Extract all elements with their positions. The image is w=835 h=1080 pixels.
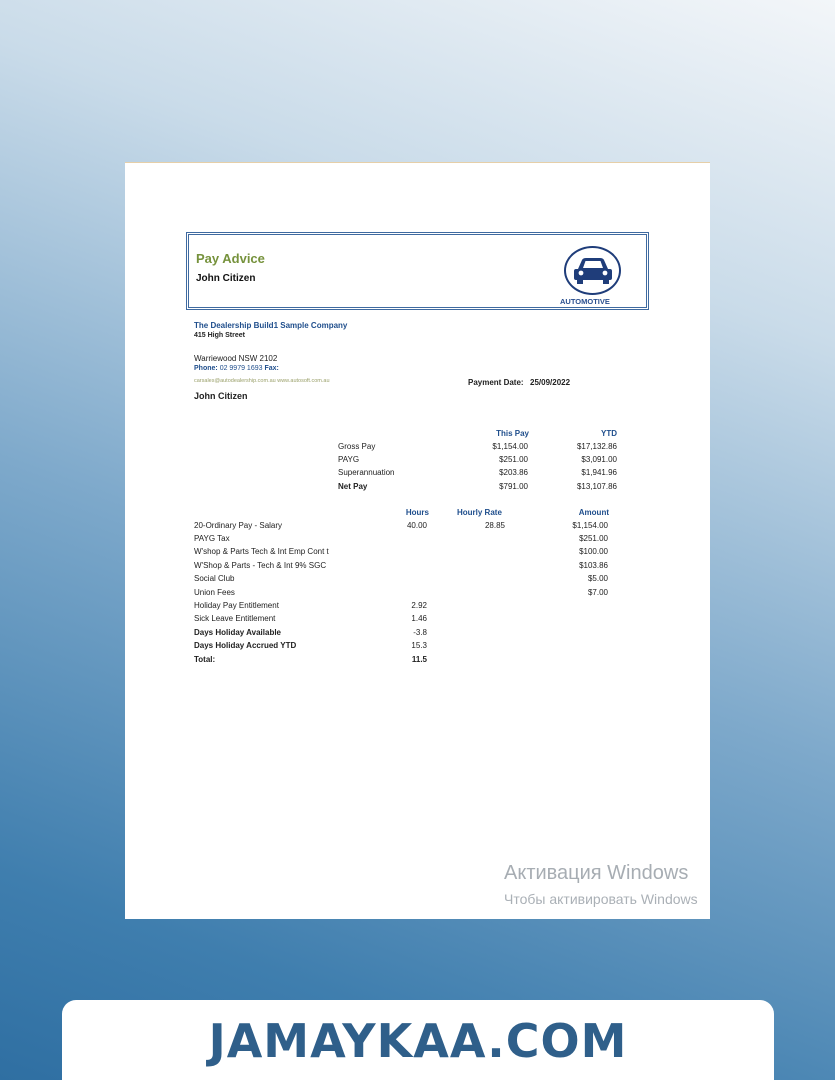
- details-header-hours: Hours: [405, 508, 429, 517]
- detail-row-hours: 15.3: [411, 641, 427, 650]
- summary-row-ytd: $3,091.00: [581, 455, 617, 464]
- site-banner: [62, 1000, 774, 1080]
- detail-row-amount: $5.00: [587, 574, 608, 583]
- detail-row-label: Holiday Pay Entitlement: [194, 601, 279, 610]
- detail-row-label: 20-Ordinary Pay - Salary: [194, 521, 283, 530]
- detail-row-hours: 1.46: [411, 614, 427, 623]
- detail-row-amount: $251.00: [579, 534, 608, 543]
- details-header-amount: Amount: [578, 508, 609, 517]
- windows-activation-hint: Чтобы активировать Windows: [504, 891, 698, 907]
- summary-row-this-pay: $251.00: [499, 455, 528, 464]
- detail-row-hours: 40.00: [406, 521, 427, 530]
- company-web: carsales@autodealership.com.au www.autosoft.com.au: [194, 378, 330, 384]
- detail-row-label: Days Holiday Accrued YTD: [194, 641, 297, 650]
- detail-row-label: PAYG Tax: [194, 534, 230, 543]
- phone-number: 02 9979 1693: [219, 365, 263, 372]
- detail-row-amount: $1,154.00: [572, 521, 608, 530]
- detail-row-rate: 28.85: [484, 521, 505, 530]
- document-title: Pay Advice: [196, 251, 265, 266]
- summary-header-this-pay: This Pay: [496, 429, 529, 438]
- detail-row-hours: -3.8: [413, 628, 427, 637]
- detail-row-total-hours: 11.5: [411, 655, 427, 664]
- summary-row-ytd: $13,107.86: [576, 482, 617, 491]
- summary-header-ytd: YTD: [601, 429, 617, 438]
- detail-row-total-label: Total:: [194, 655, 216, 664]
- payment-date: 25/09/2022: [530, 378, 571, 387]
- phone-label: Phone:: [194, 365, 218, 372]
- summary-row-label: Superannuation: [338, 468, 395, 477]
- summary-row-this-pay: $1,154.00: [492, 442, 528, 451]
- details-header-rate: Hourly Rate: [457, 508, 502, 517]
- logo-text: AUTOMOTIVE: [560, 297, 610, 306]
- company-suburb: Warriewood NSW 2102: [194, 354, 278, 363]
- company-name: The Dealership Build1 Sample Company: [194, 321, 348, 330]
- header-box: [186, 232, 649, 310]
- detail-row-amount: $7.00: [587, 588, 608, 597]
- detail-row-label: Union Fees: [194, 588, 235, 597]
- banner-text: JAMAYKAA.COM: [208, 1014, 628, 1068]
- detail-row-label: W'Shop & Parts - Tech & Int 9% SGC: [194, 561, 327, 570]
- summary-row-ytd: $1,941.96: [581, 468, 617, 477]
- detail-row-label: Social Club: [194, 574, 235, 583]
- summary-row-ytd: $17,132.86: [576, 442, 617, 451]
- detail-row-hours: 2.92: [411, 601, 427, 610]
- detail-row-amount: $103.86: [579, 561, 608, 570]
- summary-row-this-pay: $203.86: [499, 468, 528, 477]
- employee-name: John Citizen: [194, 391, 248, 401]
- detail-row-label: W'shop & Parts Tech & Int Emp Cont t: [194, 547, 329, 556]
- fax-label: Fax:: [264, 365, 279, 372]
- company-phone-line: [194, 365, 279, 372]
- summary-row-label: Net Pay: [338, 482, 368, 491]
- detail-row-amount: $100.00: [579, 547, 608, 556]
- car-icon: [564, 246, 621, 295]
- summary-row-label: Gross Pay: [338, 442, 376, 451]
- detail-row-label: Sick Leave Entitlement: [194, 614, 276, 623]
- detail-row-label: Days Holiday Available: [194, 628, 281, 637]
- summary-row-this-pay: $791.00: [499, 482, 528, 491]
- pay-advice-document: [125, 162, 710, 919]
- summary-row-label: PAYG: [338, 455, 360, 464]
- header-employee-name: John Citizen: [196, 273, 256, 284]
- company-street: 415 High Street: [194, 332, 245, 339]
- payment-date-label: Payment Date:: [468, 378, 524, 387]
- windows-activation-watermark: Активация Windows: [504, 862, 689, 884]
